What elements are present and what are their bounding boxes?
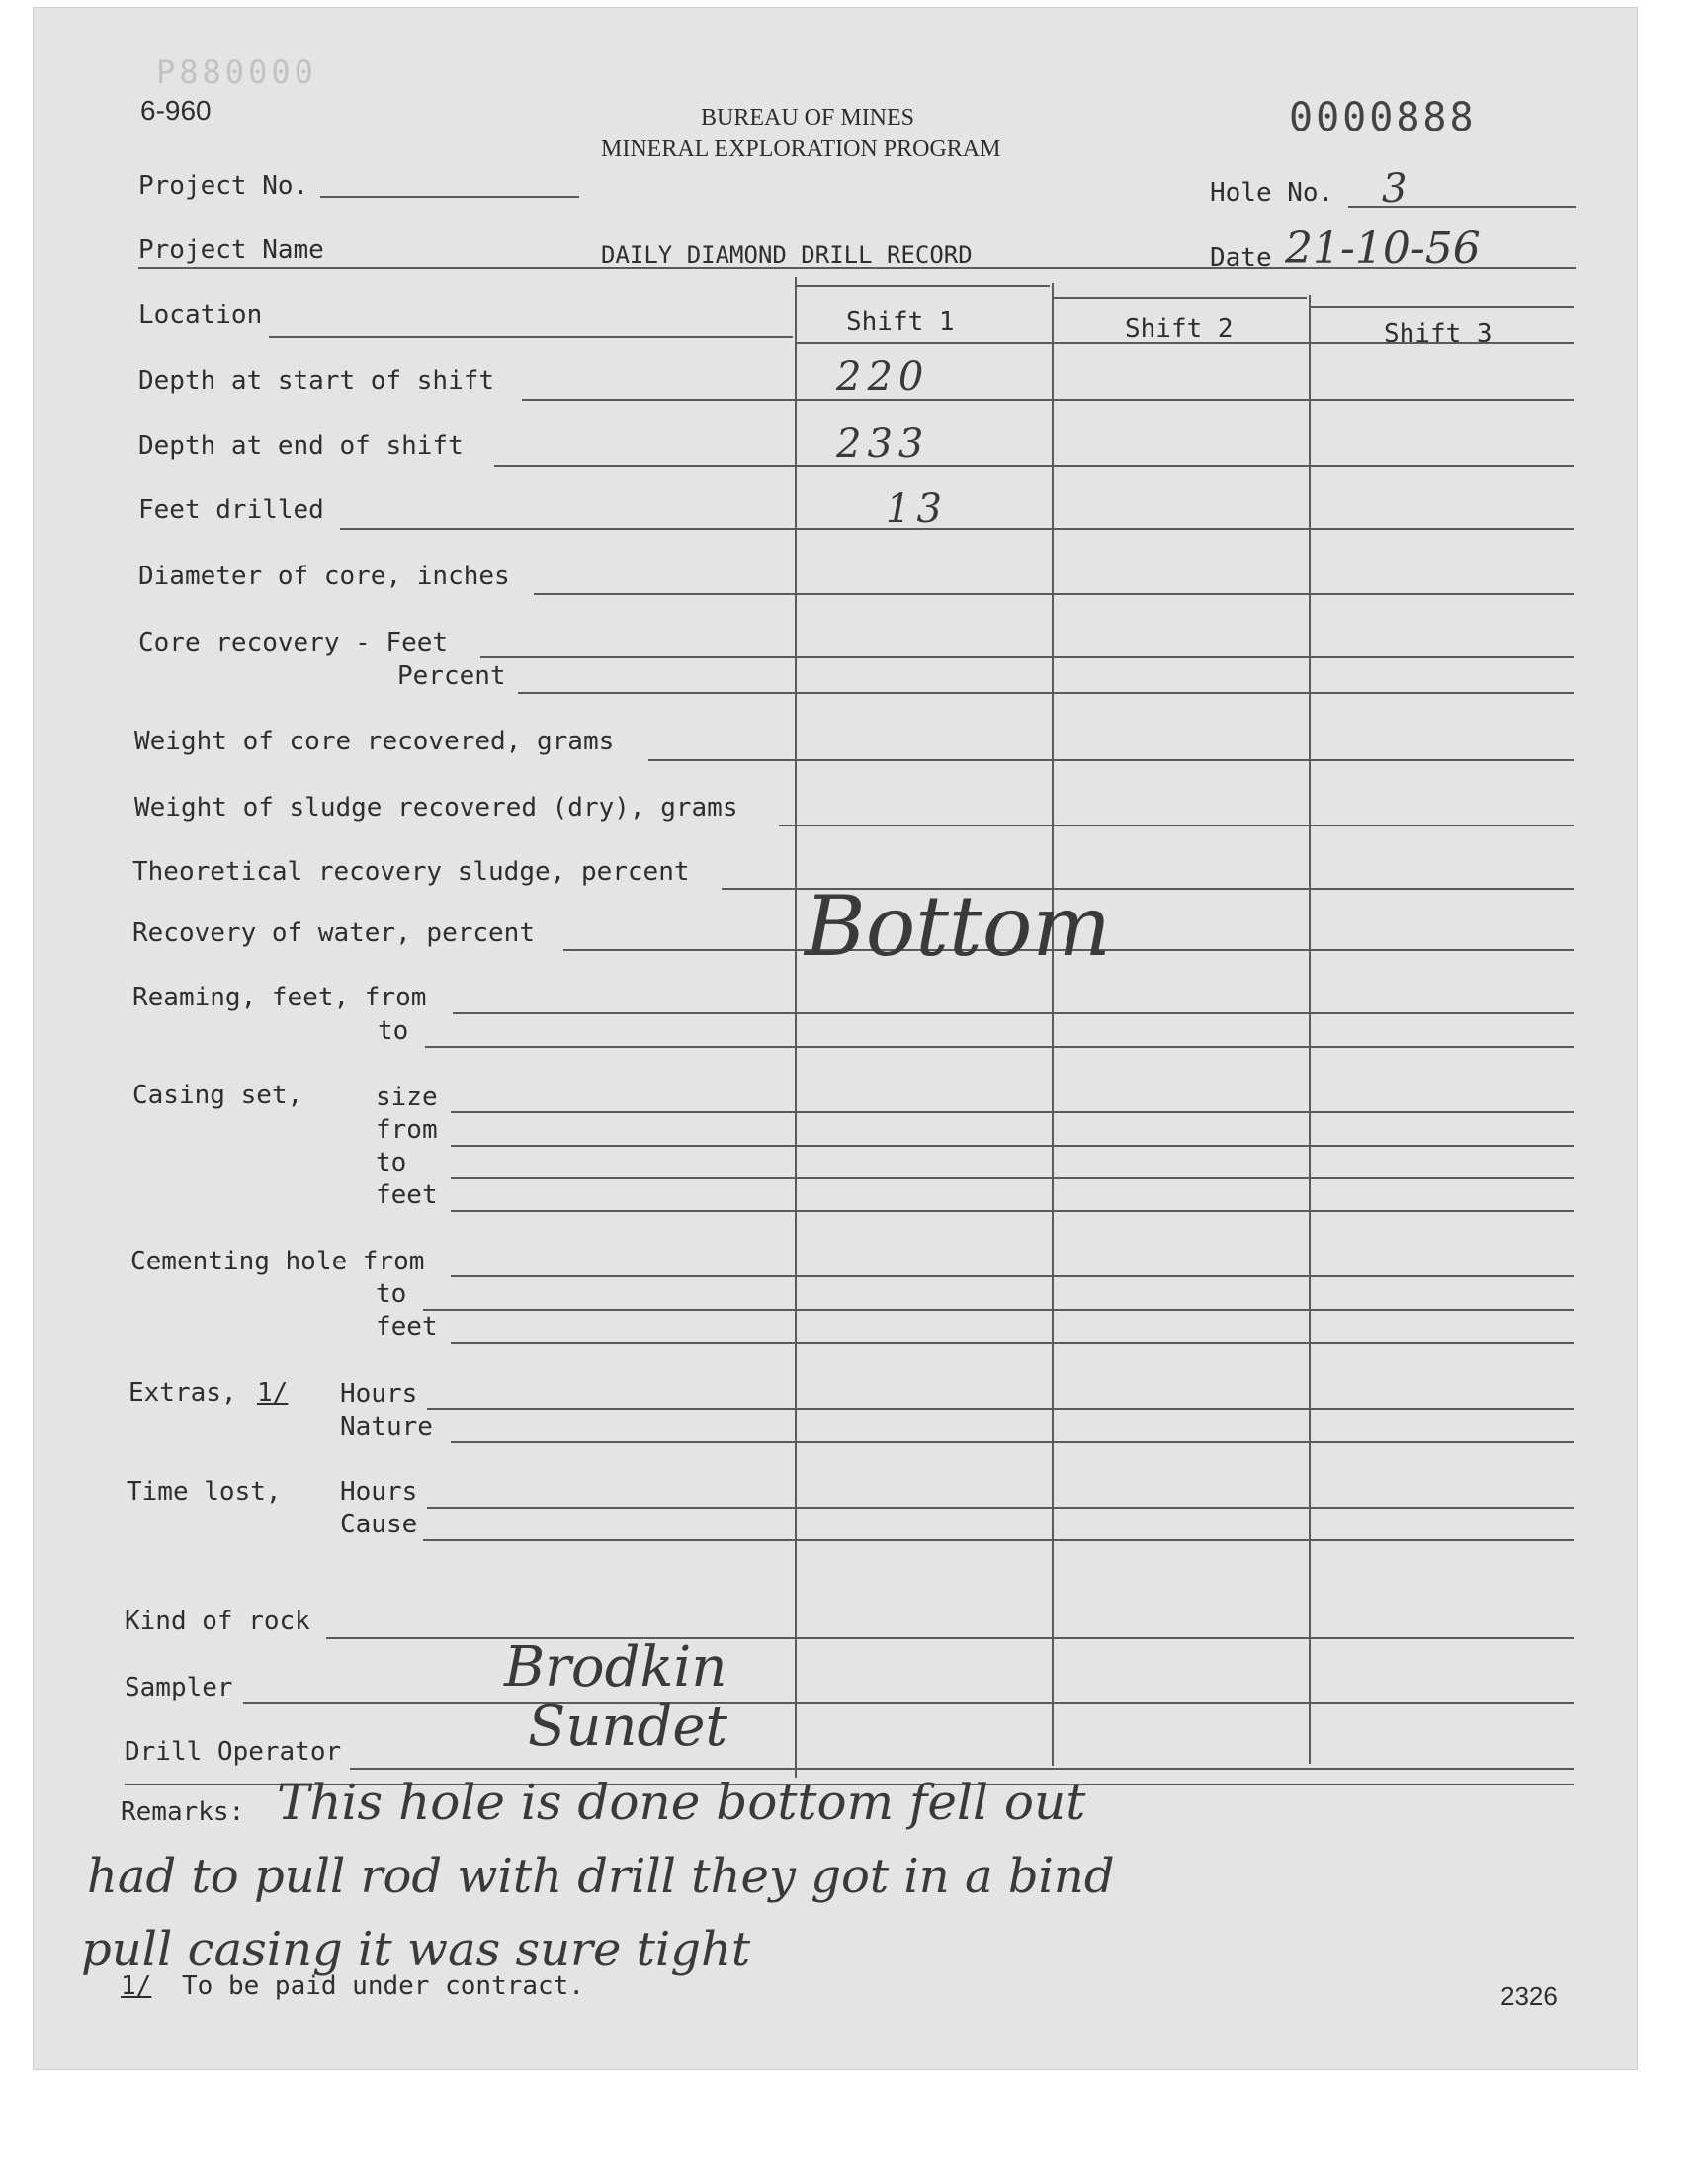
- reaming-from-line: [453, 1012, 1574, 1014]
- date-label: Date: [1210, 243, 1272, 273]
- extras-nature-line: [451, 1441, 1574, 1443]
- column-divider-1: [795, 277, 797, 1778]
- footnote-text: To be paid under contract.: [182, 1971, 584, 2001]
- page-code: 2326: [1500, 1981, 1558, 2011]
- location-line: [269, 336, 793, 338]
- extras-nature-label: Nature: [340, 1412, 433, 1441]
- shift-header-rule-3: [1309, 306, 1574, 308]
- sampler-line: [243, 1702, 1574, 1704]
- weight-sludge-line: [779, 825, 1574, 826]
- core-recovery-label: Core recovery - Feet: [138, 628, 449, 657]
- depth-start-shift1: 220: [836, 354, 930, 399]
- feet-drilled-label: Feet drilled: [138, 495, 324, 525]
- core-percent-line: [518, 692, 1574, 694]
- casing-feet-label: feet: [376, 1180, 438, 1210]
- cementing-to-line: [423, 1309, 1574, 1311]
- column-divider-2: [1052, 283, 1054, 1766]
- remarks-label: Remarks:: [121, 1797, 245, 1827]
- drill-operator-line: [350, 1768, 1574, 1770]
- agency-title: BUREAU OF MINES: [701, 105, 915, 130]
- location-row-line: [797, 342, 1574, 344]
- time-lost-hours-line: [427, 1507, 1574, 1509]
- shift-header-rule-1: [797, 285, 1050, 287]
- diameter-line: [534, 593, 1574, 595]
- column-divider-3: [1309, 295, 1311, 1764]
- program-title: MINERAL EXPLORATION PROGRAM: [601, 136, 1001, 162]
- kind-of-rock-label: Kind of rock: [125, 1607, 310, 1636]
- reaming-to-label: to: [378, 1016, 409, 1046]
- header-rule: [138, 267, 1576, 269]
- extras-label: Extras,: [128, 1378, 237, 1408]
- remarks-line-2: had to pull rod with drill they got in a bind: [87, 1849, 1115, 1904]
- form-number: 6-960: [140, 95, 212, 126]
- casing-from-line: [451, 1145, 1574, 1147]
- casing-from-label: from: [376, 1115, 438, 1145]
- drill-operator-value: Sundet: [528, 1695, 727, 1759]
- time-lost-label: Time lost,: [127, 1477, 282, 1507]
- cementing-from-line: [451, 1275, 1574, 1277]
- location-label: Location: [138, 301, 263, 330]
- drill-operator-label: Drill Operator: [125, 1737, 342, 1767]
- cementing-feet-label: feet: [376, 1312, 438, 1342]
- sampler-value: Brodkin: [504, 1635, 727, 1699]
- cementing-label: Cementing hole from: [130, 1247, 425, 1276]
- record-title: DAILY DIAMOND DRILL RECORD: [601, 241, 973, 269]
- reaming-label: Reaming, feet, from: [132, 983, 427, 1012]
- diameter-label: Diameter of core, inches: [138, 562, 510, 591]
- faint-stamp: P880000: [156, 53, 317, 91]
- shift1-note: Bottom: [805, 878, 1112, 975]
- document-number: 0000888: [1289, 95, 1477, 140]
- casing-size-label: size: [376, 1083, 438, 1112]
- cementing-to-label: to: [376, 1279, 407, 1309]
- theoretical-label: Theoretical recovery sludge, percent: [132, 857, 690, 887]
- depth-end-label: Depth at end of shift: [138, 431, 464, 461]
- reaming-to-line: [425, 1046, 1574, 1048]
- footnote-mark: 1/: [121, 1971, 152, 2001]
- shift-1-header: Shift 1: [846, 307, 955, 337]
- casing-label: Casing set,: [132, 1081, 303, 1110]
- shift-3-header: Shift 3: [1384, 319, 1493, 349]
- extras-hours-label: Hours: [340, 1379, 418, 1409]
- project-name-label: Project Name: [138, 235, 324, 265]
- casing-feet-line: [451, 1210, 1574, 1212]
- water-label: Recovery of water, percent: [132, 918, 535, 948]
- feet-drilled-shift1: 13: [886, 486, 948, 532]
- hole-no-line: [1348, 206, 1576, 208]
- remarks-line-3: pull casing it was sure tight: [81, 1922, 751, 1977]
- weight-core-label: Weight of core recovered, grams: [134, 727, 615, 756]
- project-no-label: Project No.: [138, 171, 309, 201]
- core-feet-line: [480, 656, 1574, 658]
- remarks-line-1: This hole is done bottom fell out: [277, 1774, 1086, 1831]
- depth-end-shift1: 233: [836, 421, 930, 467]
- casing-size-line: [451, 1111, 1574, 1113]
- weight-core-line: [648, 759, 1574, 761]
- extras-footnote-ref: 1/: [257, 1378, 289, 1408]
- casing-to-label: to: [376, 1148, 407, 1177]
- time-lost-cause-line: [423, 1539, 1574, 1541]
- time-lost-cause-label: Cause: [340, 1510, 418, 1539]
- depth-end-line: [494, 465, 1574, 467]
- hole-no-label: Hole No.: [1210, 178, 1334, 208]
- form-sheet: [34, 8, 1637, 2069]
- casing-to-line: [451, 1177, 1574, 1179]
- cementing-feet-line: [451, 1342, 1574, 1344]
- shift-2-header: Shift 2: [1125, 314, 1234, 344]
- weight-sludge-label: Weight of sludge recovered (dry), grams: [134, 793, 738, 823]
- extras-hours-line: [427, 1408, 1574, 1410]
- time-lost-hours-label: Hours: [340, 1477, 418, 1507]
- shift-header-rule-2: [1052, 297, 1307, 299]
- depth-start-line: [522, 399, 1574, 401]
- sampler-label: Sampler: [125, 1673, 233, 1702]
- date-value: 21-10-56: [1285, 223, 1481, 274]
- project-no-line: [320, 196, 579, 198]
- feet-drilled-line: [340, 528, 1574, 530]
- hole-no-value: 3: [1382, 166, 1408, 212]
- depth-start-label: Depth at start of shift: [138, 366, 495, 395]
- core-percent-label: Percent: [397, 661, 506, 691]
